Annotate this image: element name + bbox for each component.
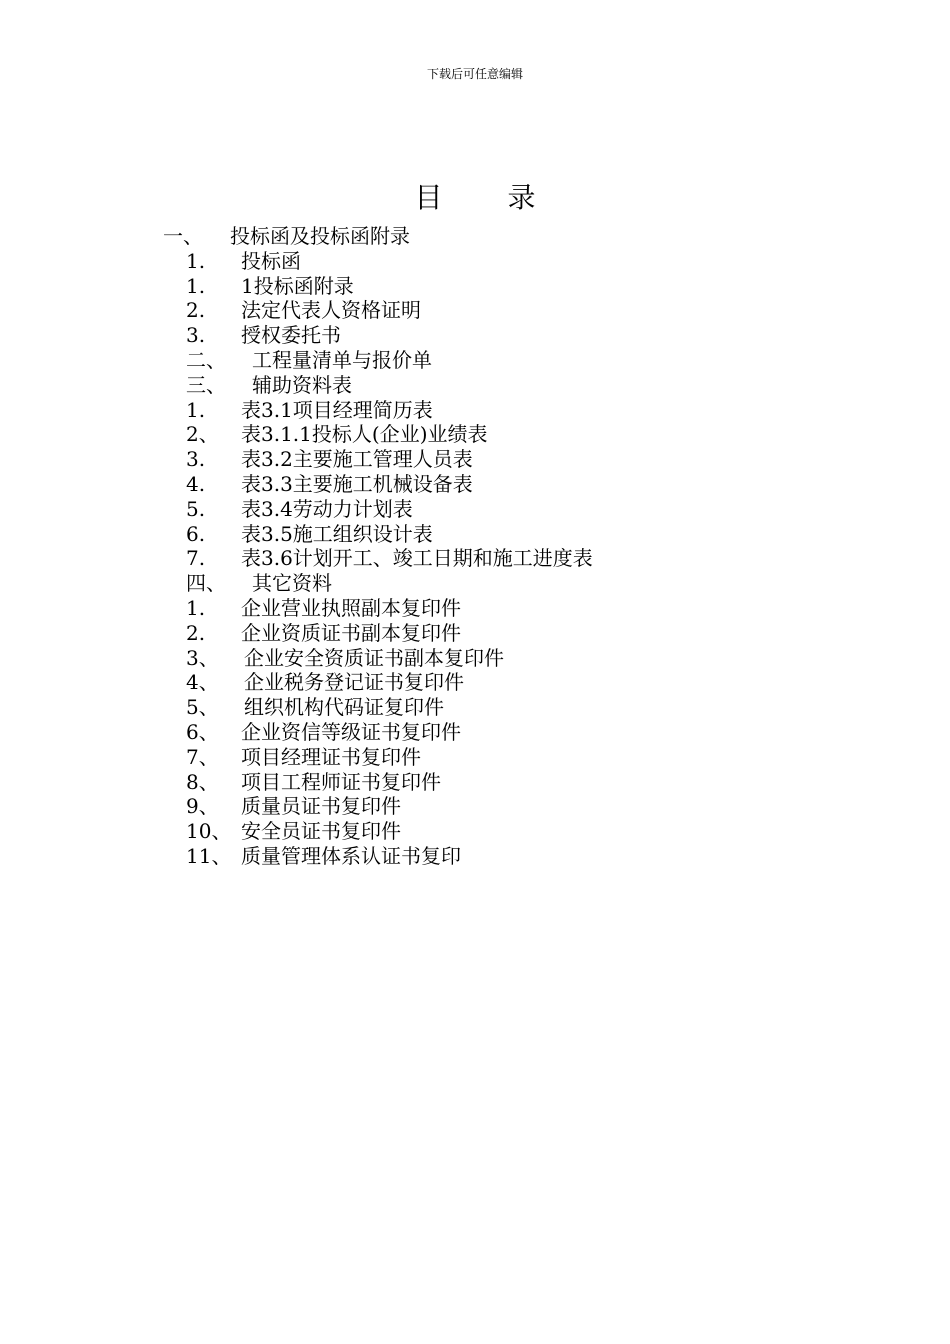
toc-entry bbox=[0, 546, 950, 571]
toc-entry bbox=[0, 298, 950, 323]
toc-entry-title: 表3.3主要施工机械设备表 bbox=[241, 471, 473, 496]
toc-entry-title: 表3.1.1投标人(企业)业绩表 bbox=[241, 422, 488, 447]
toc-entry bbox=[0, 819, 950, 844]
toc-entry-number: 7. bbox=[186, 546, 206, 571]
toc-entry-number: 6. bbox=[186, 521, 206, 546]
toc-entry bbox=[0, 596, 950, 621]
toc-entry-number: 2. bbox=[186, 298, 206, 323]
toc-entry-number: 8、 bbox=[186, 769, 219, 794]
toc-entry-title: 质量管理体系认证书复印 bbox=[241, 843, 461, 868]
toc-entry-number: 一、 bbox=[163, 224, 203, 248]
toc-entry-number: 6、 bbox=[186, 719, 219, 744]
toc-entry-number: 3. bbox=[186, 447, 206, 472]
toc-entry-number: 3. bbox=[186, 323, 206, 348]
toc-entry-title: 授权委托书 bbox=[241, 323, 341, 348]
toc-entry-number: 1. bbox=[186, 397, 206, 422]
toc-entry bbox=[0, 323, 950, 348]
toc-entry bbox=[0, 720, 950, 745]
toc-entry bbox=[0, 373, 950, 398]
toc-entry-title: 企业税务登记证书复印件 bbox=[244, 670, 464, 695]
toc-entry-number: 9、 bbox=[186, 794, 219, 819]
toc-entry-title: 项目工程师证书复印件 bbox=[241, 769, 441, 794]
toc-entry-number: 1. bbox=[186, 595, 206, 620]
toc-entry-title: 法定代表人资格证明 bbox=[241, 298, 421, 323]
toc-entry bbox=[0, 497, 950, 522]
toc-entry bbox=[0, 447, 950, 472]
toc-entry-number: 11、 bbox=[186, 843, 232, 868]
toc-entry bbox=[0, 770, 950, 795]
page-header-note: 下载后可任意编辑 bbox=[426, 67, 523, 81]
toc-entry bbox=[0, 422, 950, 447]
toc-entry bbox=[0, 274, 950, 299]
toc-entry-title: 投标函及投标函附录 bbox=[230, 224, 410, 248]
toc-entry-number: 4. bbox=[186, 471, 206, 496]
toc-entry-number: 7、 bbox=[186, 744, 219, 769]
toc-entry-title: 1投标函附录 bbox=[241, 273, 354, 298]
toc-entry bbox=[0, 398, 950, 423]
toc-entry bbox=[0, 646, 950, 671]
toc-entry-number: 四、 bbox=[186, 571, 226, 596]
toc-entry bbox=[0, 745, 950, 770]
toc-entry bbox=[0, 695, 950, 720]
toc-entry-title: 质量员证书复印件 bbox=[241, 794, 401, 819]
document-title: 目 录 bbox=[414, 181, 564, 214]
toc-entry-number: 5. bbox=[186, 496, 206, 521]
toc-entry-title: 企业安全资质证书副本复印件 bbox=[244, 645, 504, 670]
toc-entry bbox=[0, 522, 950, 547]
toc-entry-number: 2. bbox=[186, 620, 206, 645]
toc-entry-title: 企业资质证书副本复印件 bbox=[241, 620, 461, 645]
toc-entry bbox=[0, 249, 950, 274]
table-of-contents bbox=[0, 224, 950, 869]
toc-entry-title: 项目经理证书复印件 bbox=[241, 744, 421, 769]
toc-entry-title: 表3.4劳动力计划表 bbox=[241, 496, 413, 521]
toc-entry-number: 10、 bbox=[186, 819, 232, 844]
toc-entry-number: 二、 bbox=[186, 347, 226, 372]
toc-entry bbox=[0, 224, 950, 249]
toc-entry-number: 1. bbox=[186, 248, 206, 273]
toc-entry-title: 表3.2主要施工管理人员表 bbox=[241, 447, 473, 472]
toc-entry-number: 3、 bbox=[186, 645, 219, 670]
toc-entry-title: 企业营业执照副本复印件 bbox=[241, 595, 461, 620]
toc-entry bbox=[0, 670, 950, 695]
toc-entry-title: 表3.5施工组织设计表 bbox=[241, 521, 433, 546]
toc-entry-title: 企业资信等级证书复印件 bbox=[241, 719, 461, 744]
toc-entry bbox=[0, 621, 950, 646]
toc-entry-title: 其它资料 bbox=[252, 571, 332, 596]
toc-entry bbox=[0, 348, 950, 373]
toc-entry-number: 5、 bbox=[186, 695, 219, 720]
toc-entry-number: 2、 bbox=[186, 422, 219, 447]
toc-entry-title: 安全员证书复印件 bbox=[241, 819, 401, 844]
toc-entry-number: 4、 bbox=[186, 670, 219, 695]
toc-entry-title: 表3.1项目经理简历表 bbox=[241, 397, 433, 422]
toc-entry bbox=[0, 571, 950, 596]
toc-entry bbox=[0, 794, 950, 819]
toc-entry-title: 工程量清单与报价单 bbox=[252, 347, 432, 372]
toc-entry-number: 三、 bbox=[186, 372, 226, 397]
toc-entry-title: 辅助资料表 bbox=[252, 372, 352, 397]
toc-entry-title: 组织机构代码证复印件 bbox=[244, 695, 444, 720]
toc-entry bbox=[0, 472, 950, 497]
toc-entry-title: 投标函 bbox=[241, 248, 301, 273]
toc-entry-title: 表3.6计划开工、竣工日期和施工进度表 bbox=[241, 546, 593, 571]
toc-entry bbox=[0, 844, 950, 869]
toc-entry-number: 1. bbox=[186, 273, 206, 298]
